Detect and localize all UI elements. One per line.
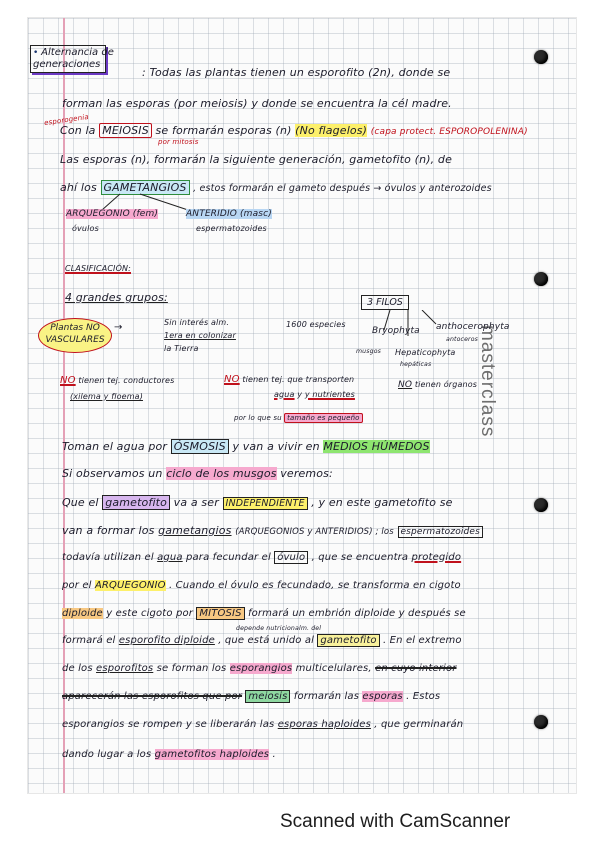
medios-humedos-term: MEDIOS HÚMEDOS bbox=[323, 440, 430, 453]
arquegonio-term: ARQUEGONIO bbox=[94, 580, 166, 591]
body-text: (ARQUEGONIOS y ANTERIDIOS) ; los bbox=[235, 527, 394, 537]
ciclo-musgos-term: ciclo de los musgos bbox=[166, 467, 277, 480]
capa-protectora-note: (capa protect. ESPOROPOLENINA) bbox=[370, 127, 528, 137]
gametangios-term: gametangios bbox=[158, 524, 232, 537]
heading-line2: generaciones bbox=[33, 59, 101, 70]
body-text: dando lugar a los bbox=[62, 749, 152, 760]
body-text: . Cuando el óvulo es fecundado, se transforma en cigoto bbox=[169, 580, 461, 591]
body-text: van a formar los bbox=[62, 524, 155, 537]
protegido-term: protegido bbox=[411, 552, 462, 563]
body-line-7 bbox=[62, 608, 466, 619]
body-line-12 bbox=[62, 749, 276, 760]
no-emphasis: NO bbox=[224, 374, 240, 385]
heading-line1: Alternancia de bbox=[41, 47, 114, 58]
body-line-2 bbox=[62, 467, 333, 480]
espermatozoides-label: espermatozoides bbox=[196, 224, 267, 233]
intro-line-2 bbox=[62, 97, 452, 110]
ovulo-term: óvulo bbox=[274, 551, 308, 564]
body-text: y este cigoto por bbox=[106, 608, 194, 619]
binder-hole bbox=[534, 715, 548, 729]
grupos-line bbox=[65, 291, 168, 304]
agua-term: agua bbox=[157, 552, 183, 563]
section-heading: • Alternancia de generaciones bbox=[30, 45, 106, 73]
no-emphasis: NO bbox=[398, 380, 413, 390]
gametofito-term: gametofito bbox=[102, 495, 170, 510]
no-flagelos-note: (No flagelos) bbox=[295, 124, 368, 137]
struck-text: aparecerán las esporofitos que por bbox=[62, 691, 243, 702]
intro-text: , estos formarán el gameto después → óvulos y anterozoides bbox=[193, 183, 492, 194]
bryophyta-label: Bryophyta bbox=[372, 326, 420, 336]
tamano-line bbox=[234, 414, 363, 422]
brand-watermark: masterclass bbox=[477, 325, 498, 438]
intro-line-3 bbox=[60, 124, 528, 137]
body-line-4 bbox=[62, 524, 483, 537]
binder-hole bbox=[534, 272, 548, 286]
scanner-footer: Scanned with CamScanner bbox=[280, 811, 511, 832]
clasificacion-title bbox=[65, 264, 131, 273]
body-line-6 bbox=[62, 580, 461, 591]
intro-text: se formarán esporas (n) bbox=[155, 124, 292, 137]
musgos-label: musgos bbox=[356, 348, 382, 355]
transporte-text: tienen tej. que transporten bbox=[242, 375, 355, 384]
tamano-prefix: por lo que su bbox=[234, 414, 282, 422]
esporangios-term: esporangios bbox=[229, 663, 293, 674]
body-text: , que está unido al bbox=[218, 635, 315, 646]
note-line: Sin interés alm. bbox=[164, 318, 230, 327]
body-text: , y en este gametofito se bbox=[311, 496, 453, 509]
independiente-term: INDEPENDIENTE bbox=[223, 497, 308, 510]
tamano-term: tamaño es pequeño bbox=[284, 413, 362, 423]
especies-label: 1600 especies bbox=[286, 320, 346, 329]
intro-text: ahí los bbox=[60, 181, 97, 194]
body-line-9 bbox=[62, 663, 457, 674]
no-emphasis: NO bbox=[60, 375, 76, 386]
no-organos-line bbox=[398, 380, 477, 390]
body-line-3 bbox=[62, 496, 453, 509]
grupos-text: 4 grandes grupos: bbox=[65, 291, 168, 304]
arrow-icon: → bbox=[114, 322, 123, 333]
mitosis-note: por mitosis bbox=[158, 138, 199, 146]
intro-text: forman las esporas (por meiosis) y donde se encuentra la cél madre. bbox=[62, 97, 452, 110]
nutrientes-term: y nutrientes bbox=[304, 390, 355, 399]
body-text: Que el bbox=[62, 496, 99, 509]
espermatozoides-term: espermatozoides bbox=[398, 526, 483, 538]
pill-line-1: Plantas NO bbox=[50, 323, 100, 333]
hepaticophyta-label: Hepaticophyta bbox=[395, 348, 456, 357]
body-text: se forman los bbox=[156, 663, 227, 674]
gametofito-term: gametofito bbox=[317, 634, 379, 647]
arquegonio-term: ARQUEGONIO (fem) bbox=[66, 209, 159, 219]
meiosis-term: MEIOSIS bbox=[99, 123, 152, 138]
intro-line-4: Las esporas (n), formarán la siguiente generación, gametofito (n), de bbox=[60, 153, 452, 166]
body-text: Si observamos un bbox=[62, 467, 163, 480]
note-line: 1era en colonizar bbox=[164, 331, 236, 340]
anteridio-term: ANTERIDIO (masc) bbox=[186, 209, 272, 219]
antoceros-label: antoceros bbox=[446, 336, 479, 343]
body-line-5 bbox=[62, 552, 461, 563]
body-text: para fecundar el bbox=[186, 552, 271, 563]
body-text: . En el extremo bbox=[383, 635, 462, 646]
body-text: , que se encuentra bbox=[311, 552, 409, 563]
diploide-term: diploide bbox=[62, 608, 103, 619]
agua-nutrientes-line: agua y y nutrientes bbox=[274, 390, 355, 399]
body-text: . Estos bbox=[406, 691, 441, 702]
gametangios-term: GAMETANGIOS bbox=[101, 180, 190, 195]
ovulos-label: óvulos bbox=[72, 224, 99, 233]
esporogenia-note: esporogenia bbox=[43, 112, 90, 128]
tejidos-text: tienen tej. conductores bbox=[78, 376, 175, 385]
anthocerophyta-label: anthocerophyta bbox=[436, 322, 510, 332]
intro-text: : Todas las plantas tienen un esporofito (2n), donde se bbox=[142, 66, 451, 79]
esporofito-term: esporofito diploide bbox=[118, 635, 215, 646]
clasificacion-title-text: CLASIFICACIÓN: bbox=[65, 264, 131, 273]
organos-text: tienen órganos bbox=[414, 380, 478, 389]
esporas-term: esporas bbox=[362, 691, 403, 702]
body-text: . bbox=[272, 749, 276, 760]
body-text: Toman el agua por bbox=[62, 440, 168, 453]
body-text: de los bbox=[62, 663, 93, 674]
note-line: la Tierra bbox=[164, 344, 199, 353]
meiosis-term: meiosis bbox=[245, 690, 290, 703]
body-line-10 bbox=[62, 691, 440, 702]
no-tejidos-line bbox=[60, 375, 174, 386]
body-line-8 bbox=[62, 635, 462, 646]
osmosis-term: ÓSMOSIS bbox=[171, 439, 229, 454]
body-text: formará un embrión diploide y después se bbox=[247, 608, 466, 619]
agua-term: agua bbox=[274, 390, 295, 399]
body-text: veremos: bbox=[280, 467, 333, 480]
body-text: formará el bbox=[62, 635, 116, 646]
binder-hole bbox=[534, 498, 548, 512]
body-text: todavía utilizan el bbox=[62, 552, 154, 563]
struck-text: en cuyo interior bbox=[375, 663, 457, 674]
esporas-haploides-term: esporas haploides bbox=[277, 719, 371, 730]
gametofitos-haploides-term: gametofitos haploides bbox=[154, 749, 270, 760]
body-text: esporangios se rompen y se liberarán las bbox=[62, 719, 275, 730]
body-text: va a ser bbox=[173, 496, 219, 509]
plantas-no-vasculares bbox=[38, 318, 112, 353]
binder-hole bbox=[534, 50, 548, 64]
esporofitos-term: esporofitos bbox=[96, 663, 154, 674]
body-line-1 bbox=[62, 440, 430, 453]
body-text: , que germinarán bbox=[374, 719, 464, 730]
no-transporte-line bbox=[224, 374, 354, 385]
intro-line-1 bbox=[142, 66, 450, 79]
hepaticas-label: hepáticas bbox=[400, 361, 432, 368]
mitosis-term: MITOSIS bbox=[196, 607, 244, 620]
pill-line-2: VASCULARES bbox=[45, 335, 105, 345]
body-line-11 bbox=[62, 719, 463, 730]
intro-text: Con la bbox=[60, 124, 96, 137]
xilema-text: (xilema y floema) bbox=[70, 392, 143, 401]
body-text: y van a vivir en bbox=[232, 440, 320, 453]
xilema-line bbox=[70, 392, 143, 401]
body-text: formarán las bbox=[293, 691, 360, 702]
anteridio-label bbox=[186, 209, 272, 219]
body-text: por el bbox=[62, 580, 92, 591]
body-text: multicelulares, bbox=[295, 663, 372, 674]
filos-box: 3 FILOS bbox=[361, 295, 409, 310]
depende-note: depende nutricionalm. del bbox=[236, 625, 322, 632]
arquegonio-label bbox=[66, 209, 158, 219]
no-vasculares-notes bbox=[164, 316, 236, 355]
